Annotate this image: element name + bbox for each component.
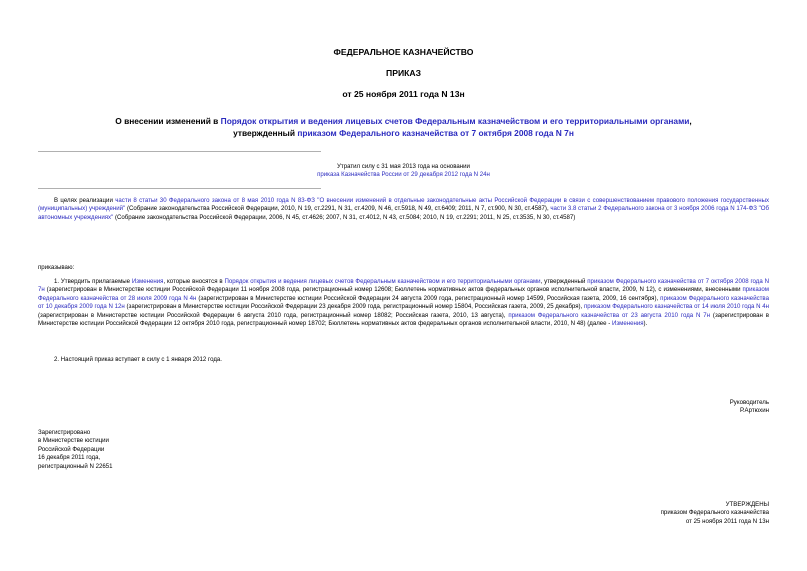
title-link-procedure[interactable]: Порядок открытия и ведения лицевых счетов Федеральным казначейством и его территориальными органами: [220, 116, 690, 126]
document-title: [100, 115, 707, 139]
item1-text-1: 1. Утвердить прилагаемые: [54, 278, 132, 285]
agency-name: ФЕДЕРАЛЬНОЕ КАЗНАЧЕЙСТВО: [333, 47, 474, 57]
item1-link-order-4n-2009[interactable]: приказом Федерального казначейства от 28 июля 2009 года N 4н: [38, 286, 769, 302]
registration-line: 16 декабря 2011 года,: [38, 454, 101, 462]
status-note-line1: Утратил силу с 31 мая 2013 года на основании: [337, 163, 470, 170]
preamble-text-3: (Собрание законодательства Российской Федерации, 2006, N 45, ст.4626; 2007, N 31, ст.4012, N 43, ст.5084; 2010, N 19, ст.2291; 2011, N 25, ст.3535, N 30, ст.4587): [113, 213, 576, 221]
item1-text-8: (зарегистрирован в Министерстве юстиции Российской Федерации 12 октября 2010 года, регистрационный номер 18702; Бюллетень нормативных актов федеральных органов исполнительной власти, 2010, N 48) (далее -: [38, 311, 769, 328]
title-text-1: О внесении изменений в: [115, 116, 221, 126]
signature-name: Р.Артюхин: [739, 407, 769, 415]
registration-line: Зарегистрировано: [38, 429, 91, 436]
item1-text-2: , которые вносятся в: [163, 278, 225, 285]
divider-bottom: [38, 188, 321, 189]
item1-link-changes-2[interactable]: Изменения: [611, 320, 644, 328]
item1-text-7: (зарегистрирован в Министерстве юстиции Российской Федерации 6 августа 2010 года, регистрационный номер 18082; Российская газета, 2010, 13 августа),: [38, 311, 509, 319]
registration-line: в Министерстве юстиции: [38, 437, 109, 445]
item1-text-6: (зарегистрирован в Министерстве юстиции Российской Федерации 23 декабря 2009 года, регистрационный номер 15804, Российская газета, 2009, 25 декабря),: [124, 303, 584, 311]
item1-text-4: (зарегистрирован в Министерстве юстиции Российской Федерации 11 ноября 2008 года, регистрационный номер 12608; Бюллетень нормативных актов федеральных органов исполнительной власти, 2009, N 12), с изменениями, внесенными: [44, 286, 743, 294]
registration-block: [38, 429, 113, 471]
preamble-text-2: (Собрание законодательства Российской Федерации, 2010, N 19, ст.2291, N 31, ст.4209, N 46, ст.5918, N 49, ст.6409; 2011, N 7, ст.900, N 30, ст.4587),: [125, 205, 551, 213]
item-1-paragraph: [38, 278, 769, 328]
status-note-link[interactable]: приказа Казначейства России от 29 декабря 2012 года N 24н: [317, 171, 490, 179]
item-2-paragraph: 2. Настоящий приказ вступает в силу с 1 января 2012 года.: [54, 356, 222, 363]
document-type: ПРИКАЗ: [386, 68, 421, 78]
approval-block: [661, 501, 769, 526]
registration-line: регистрационный N 22651: [38, 462, 113, 470]
preamble-link-83fz[interactable]: части 8 статьи 30 Федерального закона от 8 мая 2010 года N 83-ФЗ "О внесении изменений в отдельные законодательные акты Российской Федерации в связи с совершенствованием правового положения государственных (муниципальных) учреждений": [38, 197, 769, 213]
item1-link-changes[interactable]: Изменения: [131, 278, 164, 285]
preamble-paragraph: [38, 197, 769, 222]
item1-text-9: ).: [643, 320, 648, 328]
divider-top: [38, 151, 321, 152]
item1-text-5: (зарегистрирован в Министерстве юстиции Российской Федерации 24 августа 2009 года, регистрационный номер 14599, Российская газета, 2009, 16 сентября),: [196, 294, 661, 302]
item1-link-order-7n[interactable]: приказом Федерального казначейства от 7 октября 2008 года N 7н: [38, 278, 769, 294]
item1-link-order-12n[interactable]: приказом Федерального казначейства от 10 декабря 2009 года N 12н: [38, 294, 769, 311]
signature-position: Руководитель: [729, 399, 769, 406]
order-word: приказываю:: [38, 264, 75, 271]
registration-line: Российской Федерации: [38, 445, 105, 453]
item1-link-order-7n-2010[interactable]: приказом Федерального казначейства от 23 августа 2010 года N 7н: [508, 311, 711, 319]
preamble-link-174fz[interactable]: части 3.8 статьи 2 Федерального закона от 3 ноября 2006 года N 174-ФЗ "Об автономных учреждениях": [38, 205, 769, 221]
item1-text-3: , утвержденный: [540, 278, 588, 285]
title-link-order-7n[interactable]: приказом Федерального казначейства от 7 октября 2008 года N 7н: [297, 128, 574, 138]
item1-link-order-4n-2010[interactable]: приказом Федерального казначейства от 14 июля 2010 года N 4н: [584, 303, 769, 311]
preamble-text-1: В целях реализации: [54, 197, 116, 204]
approval-line: от 25 ноября 2011 года N 13н: [685, 517, 769, 525]
approval-line: приказом Федерального казначейства: [660, 509, 769, 517]
status-note: [0, 163, 807, 180]
approval-line: УТВЕРЖДЕНЫ: [725, 501, 769, 508]
document-date-number: от 25 ноября 2011 года N 13н: [342, 89, 465, 99]
title-text-2: , утвержденный: [233, 116, 692, 138]
item1-link-procedure[interactable]: Порядок открытия и ведения лицевых счетов Федеральным казначейством и его территориальными органами: [224, 278, 541, 285]
signature-block: [730, 399, 769, 416]
